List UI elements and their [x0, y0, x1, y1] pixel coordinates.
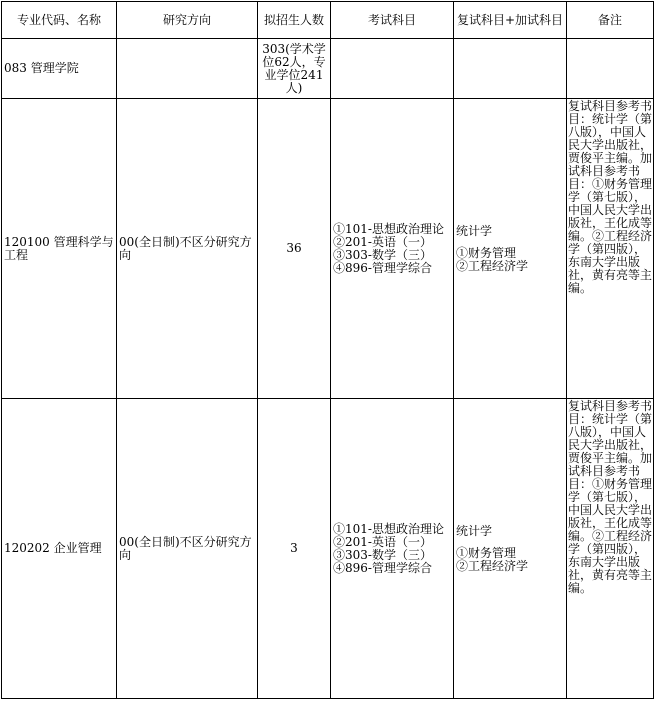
retest-item: ②工程经济学: [456, 558, 529, 573]
table-row: [2, 39, 654, 99]
exam-item: ④896-管理学综合: [333, 560, 432, 575]
exam-item: ③303-数学（三）: [333, 247, 432, 262]
exam-item: ①101-思想政治理论: [333, 221, 444, 236]
cell-major: 120100 管理科学与工程: [2, 99, 117, 399]
header-note: 备注: [567, 2, 654, 39]
cell-note: 复试科目参考书目：统计学（第八版），中国人民大学出版社，贾俊平主编。加试科目参考书目：①财务管理学（第七版），中国人民大学出版社，王化成等编。②工程经济学（第四版），东南大学出版社，黄有亮等主编。: [567, 399, 654, 699]
exam-item: ①101-思想政治理论: [333, 521, 444, 536]
cell-retest: [454, 99, 567, 399]
cell-quota: 3: [258, 399, 331, 699]
header-direction: 研究方向: [117, 2, 258, 39]
cell-major: 120202 企业管理: [2, 399, 117, 699]
cell-major: 083 管理学院: [2, 39, 117, 99]
cell-exams: [331, 399, 454, 699]
exam-item: ②201-英语（一）: [333, 534, 432, 549]
cell-exams: [331, 99, 454, 399]
cell-retest: [454, 399, 567, 699]
retest-title: 统计学: [456, 223, 493, 238]
header-quota: 拟招生人数: [258, 2, 331, 39]
retest-item: ②工程经济学: [456, 258, 529, 273]
table-row: [2, 399, 654, 699]
cell-direction: 00(全日制)不区分研究方向: [117, 399, 258, 699]
exam-item: ②201-英语（一）: [333, 234, 432, 249]
header-major: 专业代码、名称: [2, 2, 117, 39]
cell-direction: [117, 39, 258, 99]
cell-exams: [331, 39, 454, 99]
cell-quota: 303(学术学位62人，专业学位241人): [258, 39, 331, 99]
retest-item: ①财务管理: [456, 545, 517, 560]
cell-note: [567, 39, 654, 99]
header-retest: 复试科目+加试科目: [454, 2, 567, 39]
exam-item: ④896-管理学综合: [333, 260, 432, 275]
exam-item: ③303-数学（三）: [333, 547, 432, 562]
header-row: [2, 2, 654, 39]
cell-quota: 36: [258, 99, 331, 399]
retest-title: 统计学: [456, 523, 493, 538]
header-exams: 考试科目: [331, 2, 454, 39]
cell-retest: [454, 39, 567, 99]
cell-direction: 00(全日制)不区分研究方向: [117, 99, 258, 399]
admissions-table: [1, 1, 654, 699]
table-row: [2, 99, 654, 399]
cell-note: 复试科目参考书目：统计学（第八版），中国人民大学出版社，贾俊平主编。加试科目参考书目：①财务管理学（第七版），中国人民大学出版社，王化成等编。②工程经济学（第四版），东南大学出版社，黄有亮等主编。: [567, 99, 654, 399]
retest-item: ①财务管理: [456, 245, 517, 260]
